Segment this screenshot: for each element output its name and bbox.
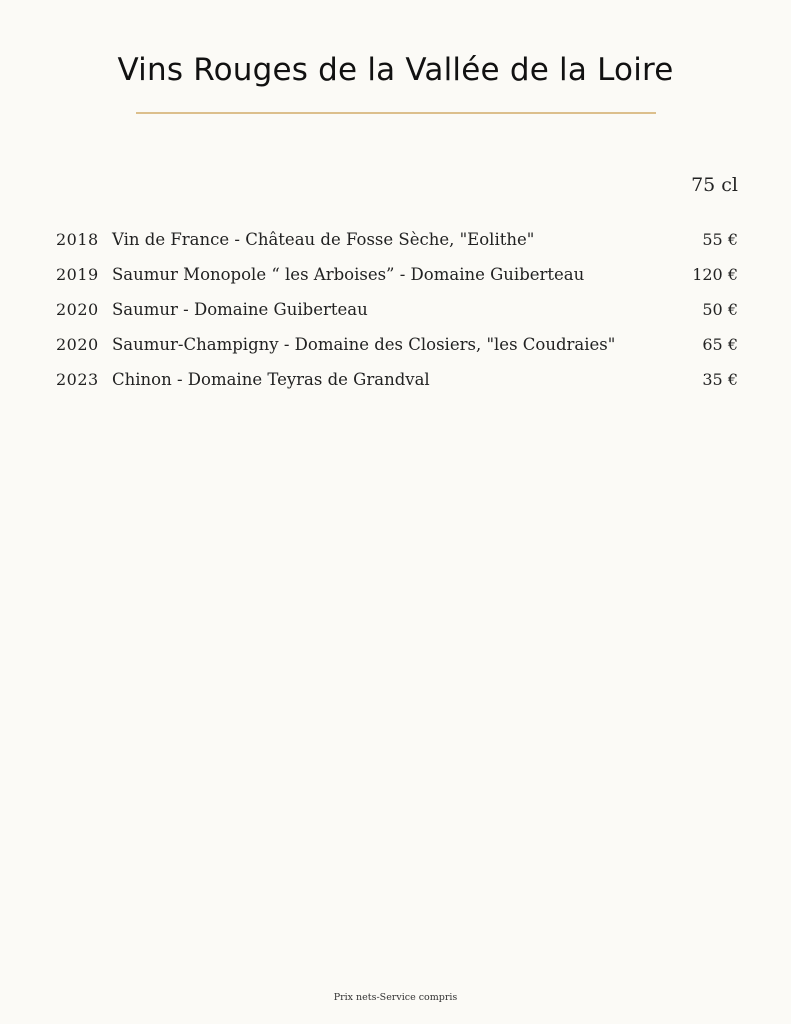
wine-price: 50 € [702,300,738,319]
wine-year: 2020 [56,335,99,354]
wine-year: 2019 [56,265,99,284]
wine-name: Saumur-Champigny - Domaine des Closiers, "les Coudraies" [112,335,616,354]
wine-name: Saumur Monopole “ les Arboises” - Domaine Guiberteau [112,265,585,284]
wine-name: Chinon - Domaine Teyras de Grandval [112,370,430,389]
wine-name: Vin de France - Château de Fosse Sèche, "Eolithe" [112,230,535,249]
footer-note: Prix nets-Service compris [333,992,458,1003]
bottle-size-header: 75 cl [691,174,738,196]
wine-list [56,228,738,403]
wine-year: 2023 [56,370,99,389]
wine-name: Saumur - Domaine Guiberteau [112,300,368,319]
wine-price: 55 € [702,230,738,249]
title-divider [136,112,656,114]
wine-row [56,368,738,403]
wine-price: 120 € [692,265,738,284]
wine-row [56,228,738,263]
wine-price: 35 € [702,370,738,389]
wine-price: 65 € [702,335,738,354]
page-title: Vins Rouges de la Vallée de la Loire [117,52,674,88]
wine-year: 2020 [56,300,99,319]
wine-row [56,298,738,333]
wine-row [56,333,738,368]
wine-year: 2018 [56,230,99,249]
wine-row [56,263,738,298]
